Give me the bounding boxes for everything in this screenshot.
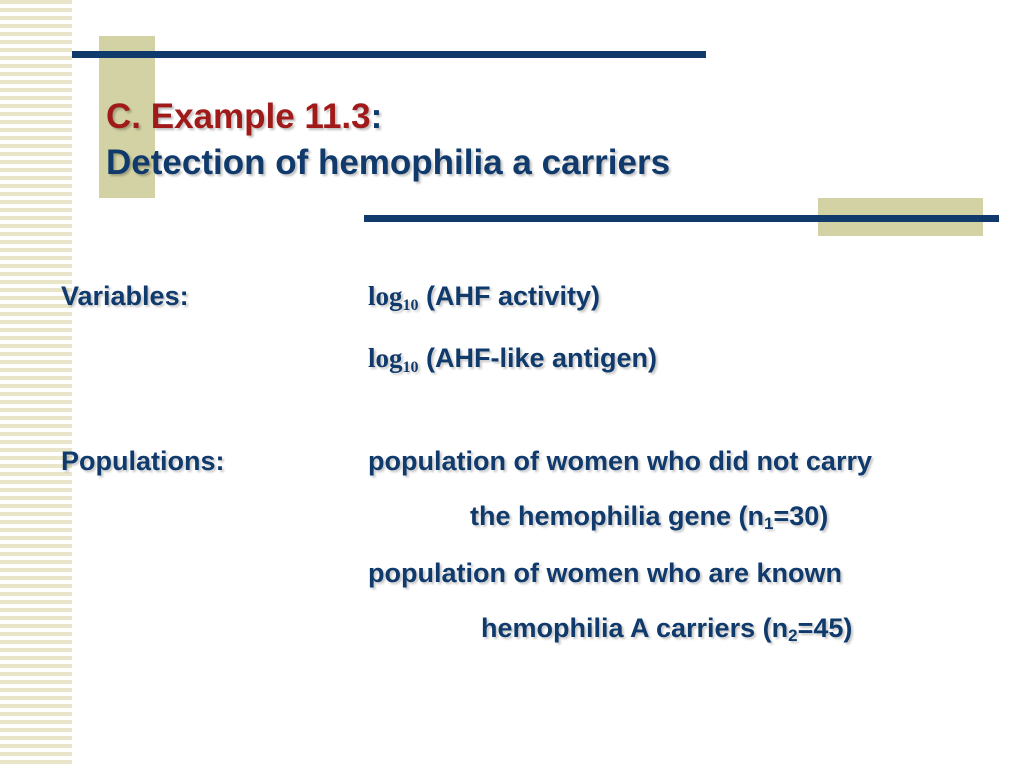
decorative-stripe-band — [0, 0, 72, 768]
variable-item-2: $\log_{10}$ (AHF-like antigen) — [368, 343, 658, 376]
population-item-2-line-1: population of women who are known — [368, 558, 842, 588]
decorative-rule-top — [72, 51, 706, 58]
title-line-1: C. Example 11.3: — [106, 97, 383, 136]
population-item-1-line-2: the hemophilia gene $(n_1=30)$ — [470, 501, 829, 533]
populations-label: Populations: — [61, 446, 225, 476]
variable-item-1: $\log_{10} (AHF$ activity) — [368, 281, 601, 314]
population-item-1-line-1: population of women who did not carry — [368, 446, 872, 476]
decorative-rule-bottom — [364, 215, 999, 222]
title-line-2: Detection of hemophilia a carriers — [106, 143, 671, 182]
variables-label: Variables: — [61, 281, 189, 311]
slide-title — [106, 94, 670, 186]
population-item-2-line-2: hemophilia A carriers $(n_2=45)$ — [481, 613, 853, 645]
